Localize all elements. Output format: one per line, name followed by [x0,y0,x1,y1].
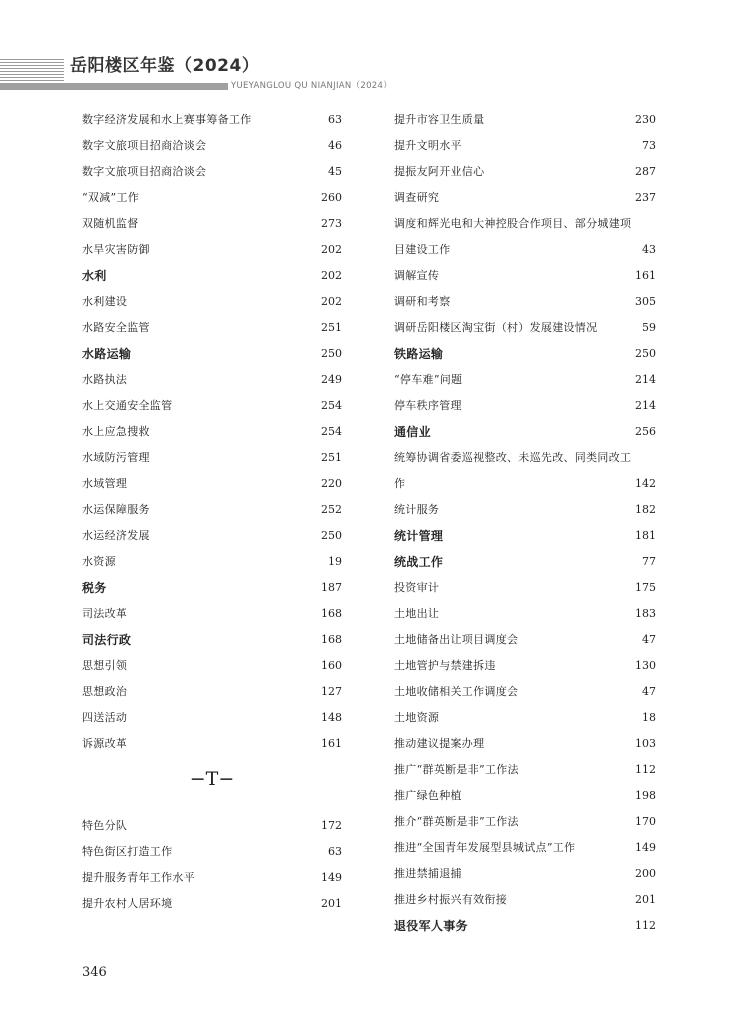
index-page-number: 18 [642,711,656,724]
index-term: 司法行政 [82,633,132,647]
index-entry [82,188,342,208]
index-term: 水旱灾害防御 [82,243,150,256]
index-term: 水利 [82,269,107,283]
index-entry [82,842,342,862]
index-term: 调查研究 [394,191,440,204]
index-page-number: 130 [635,659,656,672]
index-page-number: 183 [635,607,656,620]
index-page-number: 201 [321,897,342,910]
index-entry [394,890,656,910]
index-term: 调研和考察 [394,295,451,308]
index-entry [394,812,656,832]
index-page-number: 202 [321,269,342,282]
index-term: 作 [394,477,406,490]
index-term: 退役军人事务 [394,919,468,933]
index-entry [82,162,342,182]
index-page-number: 252 [321,503,342,516]
index-entry [394,864,656,884]
index-term: 数字经济发展和水上赛事筹备工作 [82,113,252,126]
index-page-number: 148 [321,711,342,724]
index-entry [394,344,656,364]
header-stripes-decoration [0,59,64,81]
index-term: “双减”工作 [82,191,140,204]
header-bar-decoration [0,83,228,90]
index-term: 统计服务 [394,503,440,516]
index-page-number: 73 [642,139,656,152]
index-page-number: 142 [635,477,656,490]
index-page-number: 112 [635,763,656,776]
index-term: 水上应急搜救 [82,425,150,438]
index-entry [394,760,656,780]
index-entry [82,868,342,888]
index-entry [82,214,342,234]
index-entry [82,240,342,260]
yearbook-subtitle: YUEYANGLOU QU NIANJIAN（2024） [231,81,392,91]
index-page-number: 249 [321,373,342,386]
index-entry [82,448,342,468]
index-term: 土地资源 [394,711,440,724]
index-entry [82,474,342,494]
index-page-number: 160 [321,659,342,672]
index-entry [394,396,656,416]
index-term: 特色分队 [82,819,128,832]
index-page-number: 254 [321,399,342,412]
index-page-number: 19 [328,555,342,568]
index-entry [394,734,656,754]
index-entry [394,136,656,156]
index-entry [82,318,342,338]
index-page-number: 161 [635,269,656,282]
index-page-number: 170 [635,815,656,828]
index-page-number: 149 [321,871,342,884]
index-page-number: 59 [642,321,656,334]
index-term: 四送活动 [82,711,128,724]
index-entry [394,604,656,624]
section-letter-t: −T− [189,768,235,790]
index-term: 通信业 [394,425,431,439]
index-entry [82,526,342,546]
index-page-number: 250 [321,347,342,360]
index-page-number: 182 [635,503,656,516]
index-page-number: 103 [635,737,656,750]
index-term: 诉源改革 [82,737,128,750]
index-term: 提升服务青年工作水平 [82,871,195,884]
index-entry [82,344,342,364]
index-term: 土地收储相关工作调度会 [394,685,519,698]
index-entry [82,578,342,598]
index-term: 提升文明水平 [394,139,462,152]
index-page-number: 230 [635,113,656,126]
index-term: 调解宣传 [394,269,440,282]
index-entry [394,552,656,572]
index-entry [82,370,342,390]
index-term: 土地储备出让项目调度会 [394,633,519,646]
index-term: 统计管理 [394,529,444,543]
index-page-number: 287 [635,165,656,178]
index-page-number: 168 [321,607,342,620]
index-page-number: 181 [635,529,656,542]
index-entry [394,838,656,858]
index-entry [394,240,656,260]
index-term: 统筹协调省委巡视整改、未巡先改、同类同改工 [394,451,632,464]
index-page-number: 45 [328,165,342,178]
index-term: 调度和辉光电和大神控股合作项目、部分城建项 [394,217,632,230]
index-page-number: 251 [321,321,342,334]
index-entry [394,500,656,520]
index-term: 水域管理 [82,477,128,490]
index-page-number: 200 [635,867,656,880]
index-term: 水路安全监管 [82,321,150,334]
index-page-number: 260 [321,191,342,204]
running-header [0,55,750,93]
index-entry [82,266,342,286]
index-entry [82,816,342,836]
index-page-number: 43 [642,243,656,256]
index-term: 思想政治 [82,685,128,698]
index-entry [82,682,342,702]
index-term: 提升市容卫生质量 [394,113,485,126]
index-term: 停车秩序管理 [394,399,462,412]
index-entry [394,188,656,208]
index-entry [82,422,342,442]
index-term: 水利建设 [82,295,128,308]
index-page-number: 161 [321,737,342,750]
index-entry [394,292,656,312]
index-term: 水路运输 [82,347,132,361]
index-entry [82,136,342,156]
index-page-number: 214 [635,399,656,412]
index-entry [394,708,656,728]
index-page-number: 202 [321,295,342,308]
index-term: 推进“全国青年发展型县城试点”工作 [394,841,576,854]
index-entry [394,682,656,702]
index-page-number: 127 [321,685,342,698]
index-term: 投资审计 [394,581,440,594]
index-term: 土地管护与禁建拆违 [394,659,496,672]
index-term: 调研岳阳楼区淘宝街（村）发展建设情况 [394,321,598,334]
index-term: 双随机监督 [82,217,139,230]
index-entry [394,318,656,338]
index-entry [82,656,342,676]
index-entry [82,396,342,416]
index-entry [82,630,342,650]
index-page-number: 220 [321,477,342,490]
index-term: 目建设工作 [394,243,451,256]
index-term: 铁路运输 [394,347,444,361]
index-term: 推广绿色种植 [394,789,462,802]
index-entry [394,916,656,936]
index-term: 水资源 [82,555,116,568]
index-page-number: 250 [635,347,656,360]
index-term: 数字文旅项目招商洽谈会 [82,139,207,152]
index-term: 提振友阿开业信心 [394,165,485,178]
index-page-number: 273 [321,217,342,230]
index-page-number: 172 [321,819,342,832]
yearbook-title: 岳阳楼区年鉴（2024） [70,56,260,76]
index-term: 推广“群英断是非”工作法 [394,763,519,776]
index-page-number: 202 [321,243,342,256]
index-page-number: 112 [635,919,656,932]
index-term: 税务 [82,581,107,595]
index-page-number: 149 [635,841,656,854]
index-entry [394,786,656,806]
index-entry [394,370,656,390]
index-page-number: 77 [642,555,656,568]
index-page-number: 47 [642,685,656,698]
index-entry [394,214,656,234]
index-entry [394,630,656,650]
index-entry [394,526,656,546]
index-term: “停车难”问题 [394,373,463,386]
index-term: 提升农村人居环境 [82,897,173,910]
index-term: 司法改革 [82,607,128,620]
index-term: 特色街区打造工作 [82,845,173,858]
index-page-number: 201 [635,893,656,906]
index-page-number: 47 [642,633,656,646]
index-term: 水运经济发展 [82,529,150,542]
index-entry [82,552,342,572]
index-term: 推动建议提案办理 [394,737,485,750]
index-term: 推进乡村振兴有效衔接 [394,893,507,906]
index-page-number: 214 [635,373,656,386]
index-entry [394,162,656,182]
index-term: 推介“群英断是非”工作法 [394,815,519,828]
index-page-number: 254 [321,425,342,438]
index-term: 数字文旅项目招商洽谈会 [82,165,207,178]
index-entry [82,734,342,754]
index-page-number: 175 [635,581,656,594]
index-page-number: 63 [328,845,342,858]
index-entry [82,708,342,728]
index-page-number: 63 [328,113,342,126]
index-term: 水路执法 [82,373,128,386]
index-page-number: 237 [635,191,656,204]
index-entry [82,292,342,312]
index-entry [82,500,342,520]
index-entry [82,894,342,914]
index-term: 统战工作 [394,555,444,569]
index-entry [82,110,342,130]
index-page-number: 256 [635,425,656,438]
index-entry [82,604,342,624]
index-entry [394,110,656,130]
index-term: 土地出让 [394,607,440,620]
index-entry [394,422,656,442]
index-entry [394,448,656,468]
index-page-number: 187 [321,581,342,594]
index-term: 推进禁捕退捕 [394,867,462,880]
index-entry [394,474,656,494]
index-page-number: 251 [321,451,342,464]
page-number: 346 [82,965,107,980]
index-term: 水运保障服务 [82,503,150,516]
index-entry [394,578,656,598]
index-page-number: 46 [328,139,342,152]
index-page-number: 250 [321,529,342,542]
index-page-number: 168 [321,633,342,646]
index-term: 思想引领 [82,659,128,672]
index-term: 水上交通安全监管 [82,399,173,412]
index-term: 水域防污管理 [82,451,150,464]
index-entry [394,656,656,676]
index-entry [394,266,656,286]
index-page-number: 305 [635,295,656,308]
index-page-number: 198 [635,789,656,802]
